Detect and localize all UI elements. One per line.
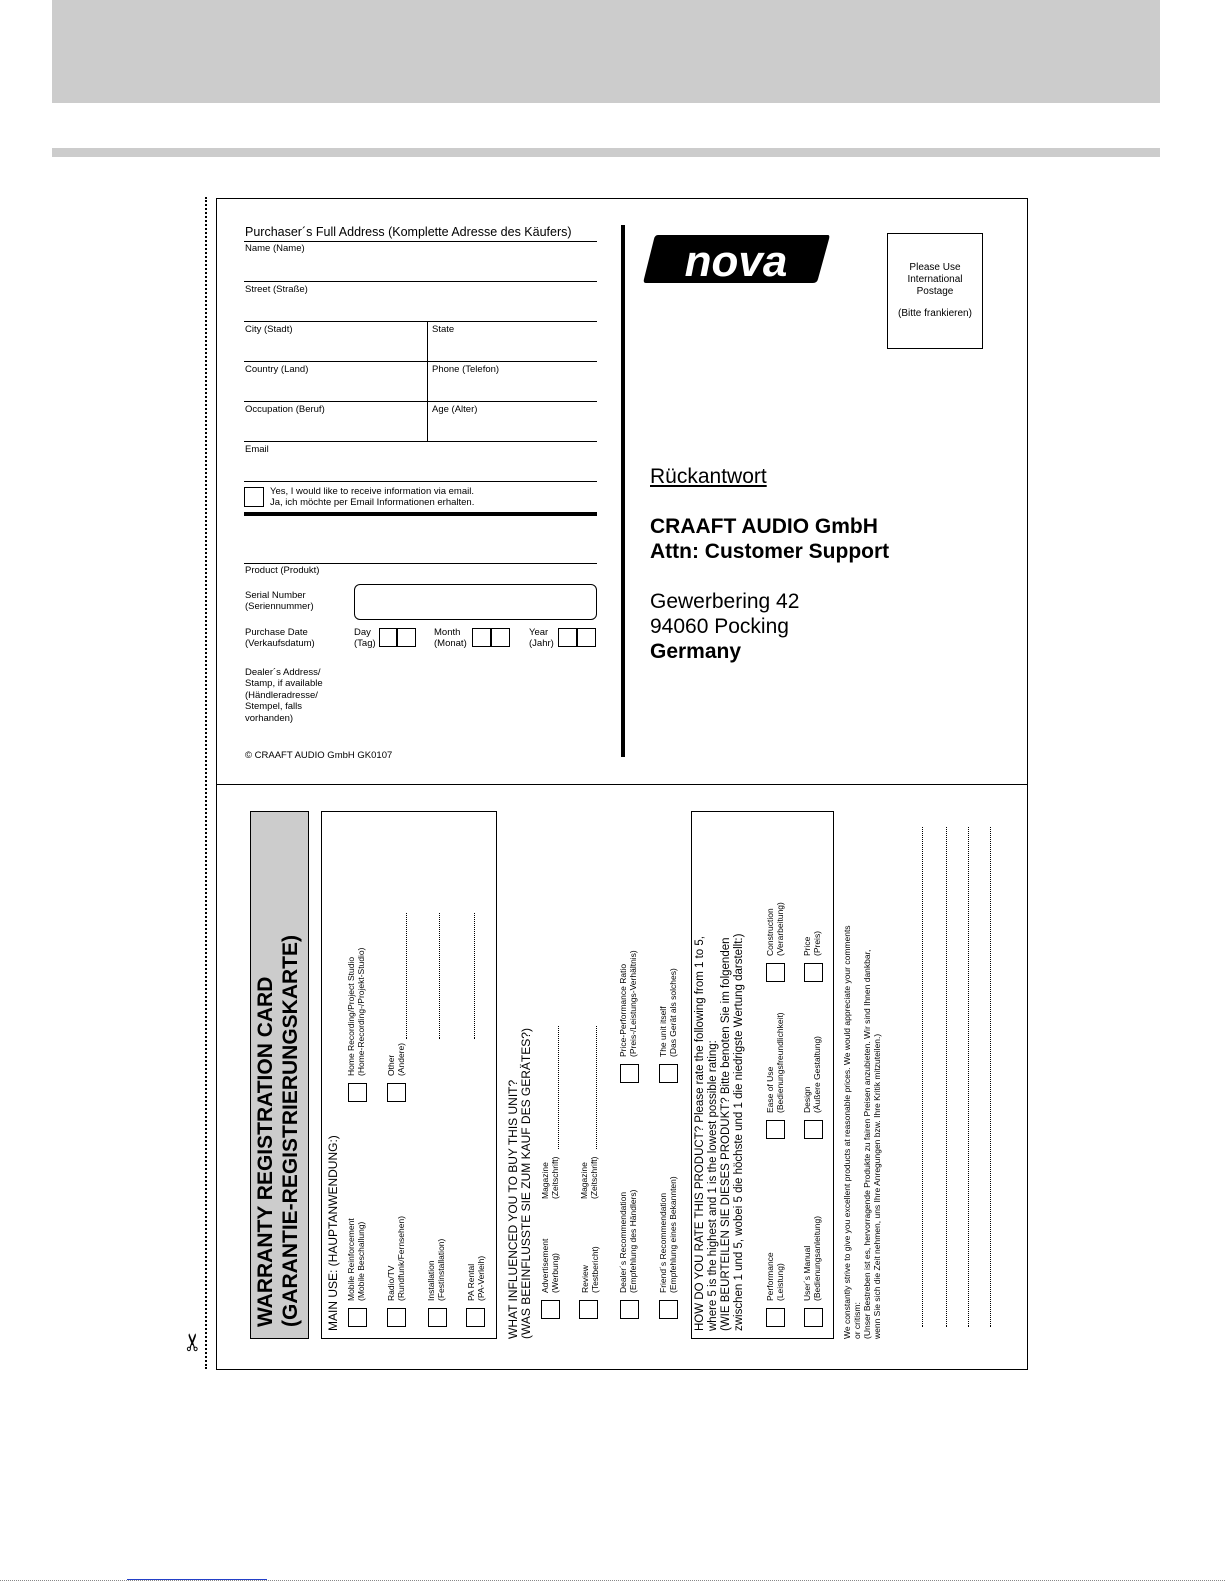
influence-label-3: Dealer´s Recommendation: [618, 1191, 628, 1293]
influence-checkbox-2[interactable]: [579, 1300, 598, 1319]
rate-label-4: Design: [802, 1086, 812, 1113]
influence-label-4: Friend´s Recommendation: [658, 1192, 668, 1293]
day-label-de: (Tag): [354, 638, 376, 649]
main-use-checkbox-4[interactable]: [466, 1308, 485, 1327]
column-rule: [427, 322, 428, 442]
product-label: Product (Produkt): [245, 565, 320, 576]
rate-checkbox-4[interactable]: [804, 1120, 823, 1139]
rate-label-6-de: (Preis): [812, 930, 822, 956]
main-use-checkbox-5[interactable]: [348, 1083, 367, 1102]
rate-label-1-de: (Leistung): [775, 1263, 785, 1301]
year-label: Year: [529, 627, 549, 638]
dealer-line-2: Stamp, if available: [245, 678, 323, 689]
main-use-label-5-de: (Home-Recording-/Projekt-Studio): [356, 947, 366, 1076]
main-use-checkbox-2[interactable]: [387, 1308, 406, 1327]
company-name: CRAAFT AUDIO GmbH: [650, 515, 878, 538]
header-rule: [52, 148, 1160, 157]
main-use-label-3: Installation: [426, 1260, 436, 1301]
city-address: 94060 Pocking: [650, 615, 789, 638]
month-digit-2[interactable]: [491, 628, 510, 647]
influence-label-1-de: (Werbung): [550, 1253, 560, 1293]
main-use-label-2-de: (Rundfunk/Fernsehen): [396, 1215, 406, 1301]
stamp-line-1: Please Use: [909, 262, 961, 273]
influence-checkbox-4[interactable]: [659, 1300, 678, 1319]
comments-line-2: or critism:: [852, 1302, 862, 1339]
phone-label: Phone (Telefon): [432, 364, 500, 375]
rate-checkbox-2[interactable]: [804, 1308, 823, 1327]
comment-field-1[interactable]: [922, 827, 923, 1327]
dealer-line-5: vorhanden): [245, 713, 294, 724]
main-use-label-6: Other: [386, 1054, 396, 1076]
rate-label-2: User´s Manual: [802, 1245, 812, 1301]
comment-field-2[interactable]: [946, 827, 947, 1327]
rating-title-4: zwischen 1 und 5, wobei 5 die höchste und 1 die niedrigste Wertung darstellt:): [733, 933, 745, 1331]
month-digit-1[interactable]: [472, 628, 491, 647]
magazine-field-2[interactable]: [596, 1026, 597, 1149]
comments-line-3: (Unser Bestreben ist es, hervorragende Produkte zu fairen Preisen anzubieten. Wir sind Ihnen dankbar,: [862, 949, 872, 1339]
email-label: Email: [245, 444, 269, 455]
nova-logo: [642, 231, 830, 287]
rate-label-3: Ease of Use: [765, 1066, 775, 1113]
page-bottom-rule: [0, 1580, 1225, 1581]
day-digit-2[interactable]: [397, 628, 416, 647]
main-use-label-4-de: (PA-Verleih): [476, 1255, 486, 1301]
comment-field-3[interactable]: [968, 827, 969, 1327]
rate-label-3-de: (Bedienungsfreundlichkeit): [775, 1012, 785, 1113]
city-state-field[interactable]: [244, 361, 597, 362]
year-label-de: (Jahr): [529, 638, 554, 649]
serial-label: Serial Number: [245, 590, 306, 601]
magazine-field-1[interactable]: [558, 1026, 559, 1149]
influence-label-7-de: (Preis-/Leistungs-Verhältnis): [628, 950, 638, 1057]
rate-label-6: Price: [802, 936, 812, 956]
main-use-label-5: Home Recording/Project Studio: [346, 956, 356, 1076]
main-use-label-4: PA Rental: [466, 1263, 476, 1301]
influence-label-2: Review: [580, 1265, 590, 1293]
stamp-line-3: Postage: [916, 286, 954, 297]
influence-checkbox-1[interactable]: [541, 1300, 560, 1319]
main-use-checkbox-1[interactable]: [348, 1308, 367, 1327]
city-label: City (Stadt): [245, 324, 293, 335]
rate-label-5: Construction: [765, 908, 775, 956]
email-optin-de: Ja, ich möchte per Email Informationen erhalten.: [270, 497, 475, 508]
influence-title: WHAT INFLUENCED YOU TO BUY THIS UNIT?: [506, 1079, 520, 1339]
stamp-line-5: (Bitte frankieren): [898, 308, 972, 319]
purchaser-title: Purchaser´s Full Address (Komplette Adresse des Käufers): [245, 225, 572, 239]
main-use-checkbox-3[interactable]: [428, 1308, 447, 1327]
day-label: Day: [354, 627, 371, 638]
other-field-2[interactable]: [439, 913, 440, 1039]
name-label: Name (Name): [245, 243, 305, 254]
warranty-section: [216, 785, 1028, 1369]
rate-checkbox-5[interactable]: [766, 963, 785, 982]
attn-line: Attn: Customer Support: [650, 540, 890, 563]
age-label: Age (Alter): [432, 404, 478, 415]
country-label: Country (Land): [245, 364, 309, 375]
influence-label-6: Magazine: [579, 1162, 589, 1199]
comments-line-1: We constantly strive to give you excellent products at reasonable prices. We would appreciate your comments: [842, 925, 852, 1339]
stamp-line-2: International: [907, 274, 963, 285]
main-use-label-2: Radio/TV: [386, 1265, 396, 1301]
influence-checkbox-8[interactable]: [659, 1064, 678, 1083]
day-digit-1[interactable]: [379, 628, 397, 647]
serial-number-input[interactable]: [354, 584, 597, 620]
product-field[interactable]: [244, 563, 597, 564]
main-use-label-6-de: (Andere): [396, 1042, 406, 1076]
occupation-age-field[interactable]: [244, 441, 597, 442]
dealer-line-3: (Händleradresse/: [245, 690, 318, 701]
name-field[interactable]: [244, 281, 597, 282]
email-field[interactable]: [244, 481, 597, 482]
rate-label-4-de: (Äußere Gestaltung): [812, 1035, 822, 1113]
main-use-label-1-de: (Mobile Beschallung): [356, 1221, 366, 1301]
purchase-date-label-de: (Verkaufsdatum): [245, 638, 315, 649]
section-rule: [244, 512, 597, 516]
header-band: [52, 0, 1160, 103]
street-address: Gewerbering 42: [650, 590, 800, 613]
serial-label-de: (Seriennummer): [245, 601, 314, 612]
other-field[interactable]: [406, 913, 407, 1039]
rate-checkbox-1[interactable]: [766, 1308, 785, 1327]
month-label: Month: [434, 627, 461, 638]
rate-label-1: Performance: [765, 1252, 775, 1301]
main-use-title: MAIN USE: (HAUPTANWENDUNG:): [326, 1135, 340, 1331]
dealer-line-1: Dealer´s Address/: [245, 667, 321, 678]
year-digit-1[interactable]: [558, 628, 577, 647]
influence-label-2-de: (Testbericht): [590, 1246, 600, 1293]
copyright: © CRAAFT AUDIO GmbH GK0107: [245, 750, 393, 761]
rating-title-3: (WIE BEURTEILEN SIE DIESES PRODUKT? Bitte benoten Sie im folgenden: [720, 937, 732, 1331]
street-field[interactable]: [244, 321, 597, 322]
month-label-de: (Monat): [434, 638, 467, 649]
email-optin-checkbox[interactable]: [244, 487, 264, 507]
cut-line: [205, 197, 207, 1369]
purchase-date-label: Purchase Date: [245, 627, 308, 638]
card-title-de: (GARANTIE-REGISTRIERUNGSKARTE): [279, 935, 302, 1327]
other-field-3[interactable]: [474, 913, 475, 1039]
influence-label-6-de: (Zeitschrift): [589, 1156, 599, 1199]
rate-checkbox-6[interactable]: [804, 963, 823, 982]
rate-checkbox-3[interactable]: [766, 1120, 785, 1139]
influence-label-5: Magazine: [540, 1162, 550, 1199]
vertical-divider: [621, 225, 625, 757]
influence-label-7: Price-Performance Ratio: [618, 963, 628, 1057]
card-title: WARRANTY REGISTRATION CARD: [254, 976, 277, 1327]
main-use-label-1: Mobile Reinforcement: [346, 1218, 356, 1301]
year-digit-2[interactable]: [577, 628, 596, 647]
influence-label-4-de: (Empfehlung eines Bekannten): [668, 1176, 678, 1293]
influence-label-8-de: (Das Gerät als solches): [668, 968, 678, 1057]
state-label: State: [432, 324, 455, 335]
rule: [244, 241, 597, 242]
postage-stamp-box: [887, 233, 983, 349]
occupation-label: Occupation (Beruf): [245, 404, 325, 415]
dealer-line-4: Stempel, falls: [245, 701, 303, 712]
rate-label-5-de: (Verarbeitung): [775, 902, 785, 956]
comments-line-4: wenn Sie sich die Zeit nehmen, uns Ihre Anregungen bzw. Ihre Kritik mitzuteilen.): [872, 1033, 882, 1339]
influence-title-de: (WAS BEEINFLUSSTE SIE ZUM KAUF DES GERÄTES?): [519, 1028, 533, 1339]
street-label: Street (Straße): [245, 284, 308, 295]
rating-title-2: where 5 is the highest and 1 is the lowest possible rating:: [707, 1040, 719, 1331]
comment-field-4[interactable]: [990, 827, 991, 1327]
influence-checkbox-7[interactable]: [620, 1064, 639, 1083]
rate-label-2-de: (Bedienungsanleitung): [812, 1215, 822, 1301]
rating-title-1: HOW DO YOU RATE THIS PRODUCT? Please rate the following from 1 to 5,: [694, 936, 706, 1331]
reply-heading: Rückantwort: [650, 465, 767, 488]
country-phone-field[interactable]: [244, 401, 597, 402]
influence-label-5-de: (Zeitschrift): [550, 1156, 560, 1199]
influence-label-8: The unit itself: [658, 1006, 668, 1057]
influence-label-3-de: (Empfehlung des Händlers): [628, 1189, 638, 1293]
scissors-icon: ✂: [180, 1331, 207, 1353]
main-use-label-3-de: (Festinstallation): [436, 1238, 446, 1301]
main-use-checkbox-6[interactable]: [387, 1083, 406, 1102]
influence-label-1: Advertisement: [540, 1238, 550, 1293]
country-address: Germany: [650, 640, 742, 663]
email-optin-en: Yes, I would like to receive information via email.: [270, 486, 474, 497]
influence-checkbox-3[interactable]: [620, 1300, 639, 1319]
logo-text: nova: [684, 237, 788, 286]
